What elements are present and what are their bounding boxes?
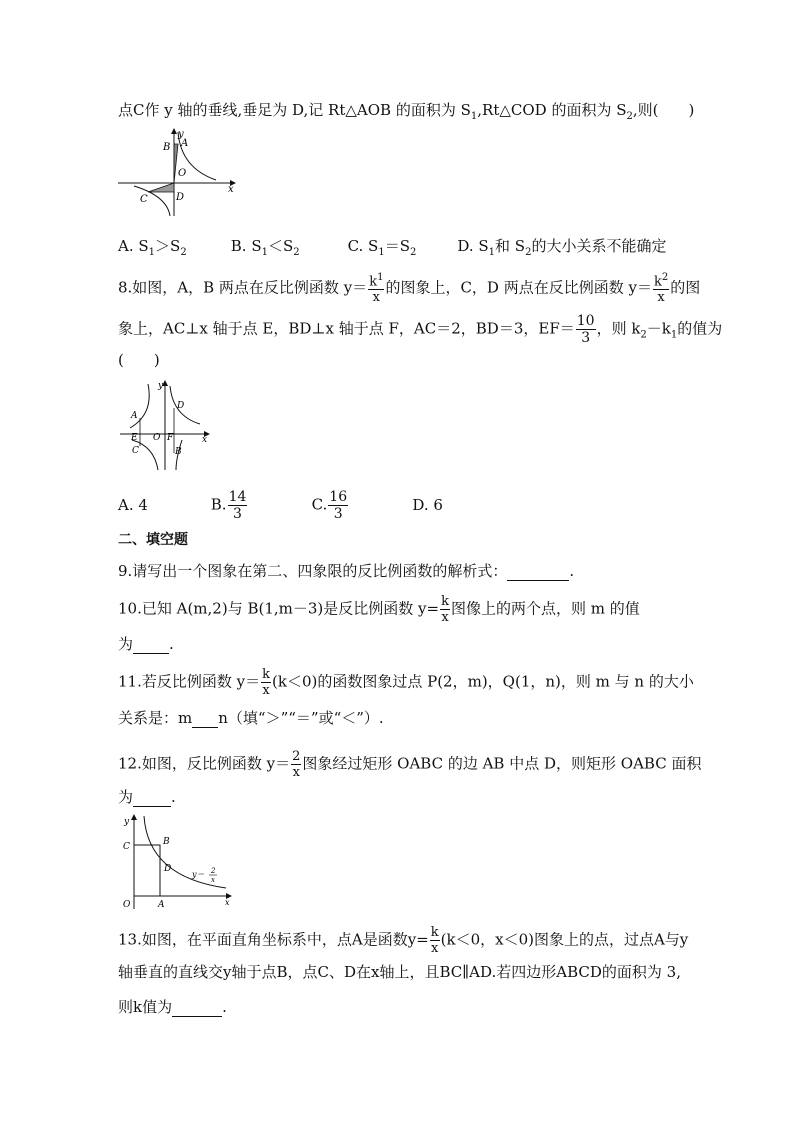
svg-text:B: B	[163, 142, 171, 153]
q8-fraction-k2: $\frac{k^2}{x}$	[653, 272, 669, 306]
svg-text:y＝: y＝	[192, 870, 205, 879]
svg-text:x: x	[225, 898, 230, 907]
svg-text:F: F	[167, 433, 174, 443]
q8-answer-paren: ( )	[118, 351, 160, 369]
q8-line1: 8.如图，A，B 两点在反比例函数 y＝ $\frac{k^1}{x}$ 的图象上，C，D 两点在反比例函数 y＝ $\frac{k^2}{x}$ 的图	[118, 272, 701, 306]
q12-figure	[118, 812, 238, 912]
q12-answer-blank[interactable]	[133, 792, 171, 807]
q13-answer-blank[interactable]	[172, 1002, 222, 1017]
q7-option-b[interactable]: B. $S_1<S_2$	[230, 237, 300, 258]
q8-line2: 象上，AC⊥x 轴于点 E，BD⊥x 轴于点 F，AC＝2，BD＝3，EF＝ $\frac{10}{3}$ ，则 $k_2-k_1$的值为	[118, 313, 723, 346]
q9: 9.请写出一个图象在第二、四象限的反比例函数的解析式： .	[118, 562, 575, 580]
svg-text:D: D	[164, 864, 172, 874]
q7-option-c[interactable]: C. $S_1=S_2$	[347, 237, 417, 258]
svg-text:A: A	[181, 138, 189, 149]
svg-text:y: y	[178, 129, 184, 140]
svg-text:O: O	[153, 433, 161, 443]
q11-line2: 关系是：m n（填“＞”“＝”或“＜”）.	[118, 709, 384, 727]
svg-text:E: E	[131, 433, 138, 443]
svg-text:C: C	[132, 446, 139, 456]
q10-answer-blank[interactable]	[133, 639, 169, 654]
q13-line3: 则k值为 .	[118, 998, 227, 1016]
q12-fraction: $\frac{2}{x}$	[292, 749, 301, 780]
svg-text:O: O	[178, 168, 187, 179]
q8-options	[118, 490, 443, 521]
q7-option-a[interactable]: A. $S_1>S_2$	[118, 237, 187, 258]
svg-text:B: B	[175, 447, 182, 457]
section-title: 二、填空题	[118, 532, 188, 548]
q8-fraction-k1: $\frac{k^1}{x}$	[369, 272, 384, 306]
q10-fraction: $\frac{k}{x}$	[441, 594, 449, 625]
q8-fraction-ef: $\frac{10}{3}$	[576, 313, 595, 346]
svg-text:O: O	[123, 900, 131, 910]
q8-option-b[interactable]: B. $\frac{14}{3}$	[210, 489, 247, 522]
svg-text:y: y	[158, 381, 164, 391]
q7-option-d[interactable]: D. $S_1$和 $S_2$的大小关系不能确定	[457, 237, 667, 258]
q7-figure	[118, 128, 243, 218]
q11-fraction: $\frac{k}{x}$	[262, 667, 270, 698]
svg-text:B: B	[163, 837, 170, 847]
q11-line1: 11.若反比例函数 y＝ $\frac{k}{x}$ (k＜0)的函数图象过点 P(2，m)，Q(1，n)，则 m 与 n 的大小	[118, 667, 694, 698]
q8-option-c[interactable]: C. $\frac{16}{3}$	[311, 489, 348, 522]
svg-text:A: A	[131, 411, 138, 421]
q8-figure	[118, 378, 213, 473]
q11-answer-blank[interactable]	[192, 713, 218, 728]
q12-line2: 为 .	[118, 788, 176, 806]
svg-text:y: y	[124, 817, 130, 827]
q13-line1: 13.如图，在平面直角坐标系中，点A是函数y= $\frac{k}{x}$ (k＜0，x＜0)图象上的点，过点A与y	[118, 925, 689, 956]
q8-option-d[interactable]: D. 6	[412, 495, 443, 514]
svg-text:D: D	[176, 192, 185, 203]
svg-text:C: C	[140, 194, 148, 205]
svg-text:2: 2	[211, 867, 216, 875]
svg-text:A: A	[158, 900, 165, 910]
q8-option-a[interactable]: A. 4	[118, 495, 148, 514]
q10-line2: 为 .	[118, 635, 174, 653]
svg-text:x: x	[228, 184, 234, 195]
svg-text:D: D	[177, 401, 185, 411]
q12-line1: 12.如图，反比例函数 y＝ $\frac{2}{x}$ 图象经过矩形 OABC 的边 AB 中点 D，则矩形 OABC 面积	[118, 749, 702, 780]
q7-stem: 点C作 y 轴的垂线,垂足为 D,记 Rt△AOB 的面积为 $S_1,Rt\triangle COD$ 的面积为 $S_2$,则( )	[118, 101, 695, 122]
q9-answer-blank[interactable]	[507, 566, 569, 581]
q13-fraction: $\frac{k}{x}$	[430, 925, 439, 956]
svg-text:x: x	[211, 876, 215, 884]
q7-options	[118, 236, 666, 263]
svg-text:x: x	[202, 435, 208, 445]
triangle-cod	[148, 183, 174, 192]
q13-line2: 轴垂直的直线交y轴于点B，点C、D在x轴上，且BC∥AD.若四边形ABCD的面积为 3,	[118, 963, 681, 981]
svg-text:C: C	[123, 842, 130, 852]
q10-line1: 10.已知 A(m,2)与 B(1,m－3)是反比例函数 y= $\frac{k}{x}$ 图像上的两个点，则 m 的值	[118, 594, 640, 625]
